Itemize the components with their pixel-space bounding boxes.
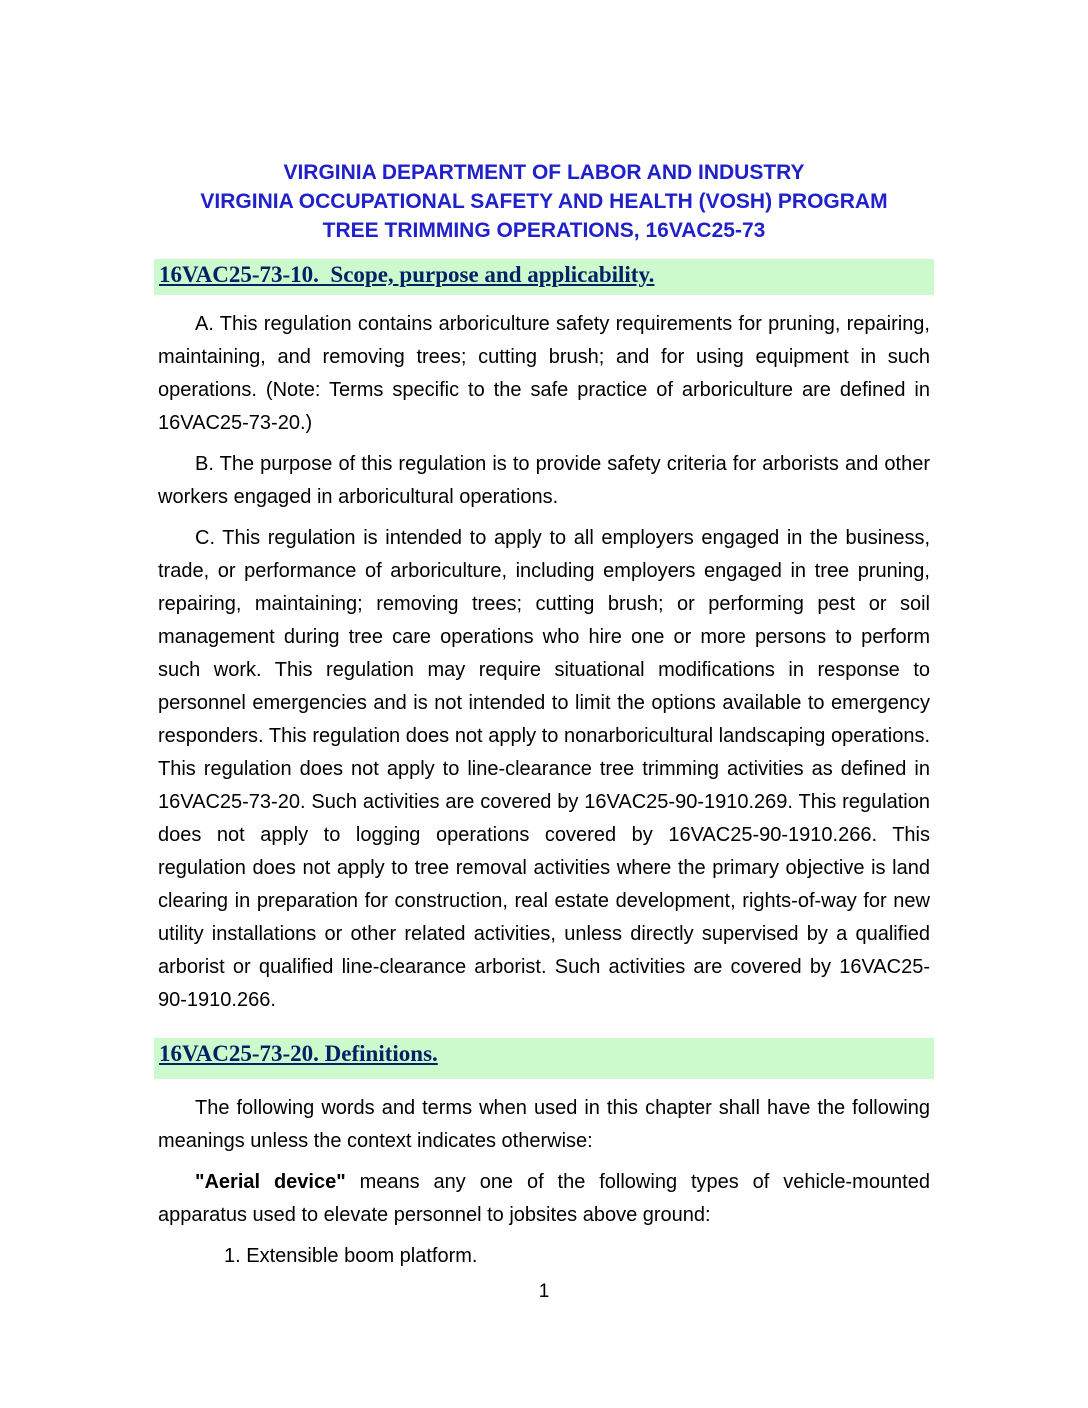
- section-scope-purpose-applicability: [158, 259, 930, 1017]
- paragraph-c: C. This regulation is intended to apply to all employers engaged in the business, trade, or performance of arboriculture, including employers engaged in tree pruning, repairing, maintaining; removing trees; cutting brush; or performing pest or soil management during tree care operations who hire one or more persons to perform such work. This regulation may require situational modifications in response to personnel emergencies and is not intended to limit the options available to emergency responders. This regulation does not apply to nonarboricultural landscaping operations. This regulation does not apply to line-clearance tree trimming activities as defined in 16VAC25-73-20. Such activities are covered by 16VAC25-90-1910.269. This regulation does not apply to logging operations covered by 16VAC25-90-1910.266. This regulation does not apply to tree removal activities where the primary objective is land clearing in preparation for construction, real estate development, rights-of-way for new utility installations or other related activities, unless directly supervised by a qualified arborist or qualified line-clearance arborist. Such activities are covered by 16VAC25-90-1910.266.: [158, 527, 930, 1011]
- definitions-intro-paragraph: The following words and terms when used in this chapter shall have the following meanings unless the context indicates otherwise:: [158, 1097, 930, 1152]
- page-number: 1: [538, 1281, 550, 1302]
- section-heading-scope: [154, 259, 934, 295]
- list-item-extensible-boom-platform: 1. Extensible boom platform.: [224, 1245, 478, 1267]
- document-content: [158, 158, 930, 1281]
- document-header: [158, 158, 930, 245]
- header-line-3: TREE TRIMMING OPERATIONS, 16VAC25-73: [322, 219, 766, 242]
- paragraph-b: B. The purpose of this regulation is to provide safety criteria for arborists and other workers engaged in arboricultural operations.: [158, 453, 930, 508]
- paragraph-a: A. This regulation contains arboriculture safety requirements for pruning, repairing, maintaining, and removing trees; cutting brush; and for using equipment in such operations. (Note: Terms specific to the safe practice of arboriculture are defined in 16VAC25-73-20.): [158, 313, 930, 434]
- section-heading-definitions: [154, 1038, 934, 1079]
- section-heading-scope-text: 16VAC25-73-10. Scope, purpose and applicability.: [159, 262, 655, 287]
- header-line-1: VIRGINIA DEPARTMENT OF LABOR AND INDUSTRY: [283, 161, 805, 184]
- header-line-2: VIRGINIA OCCUPATIONAL SAFETY AND HEALTH (VOSH) PROGRAM: [200, 190, 888, 213]
- defined-term-aerial-device: "Aerial device": [195, 1171, 346, 1193]
- paragraph-aerial-device: [158, 1166, 930, 1232]
- section-definitions: [158, 1038, 930, 1273]
- section-heading-definitions-text: 16VAC25-73-20. Definitions.: [159, 1041, 438, 1066]
- definition-body-text: means any one of the following types of vehicle-mounted apparatus used to elevate personnel to jobsites above ground:: [158, 1171, 930, 1226]
